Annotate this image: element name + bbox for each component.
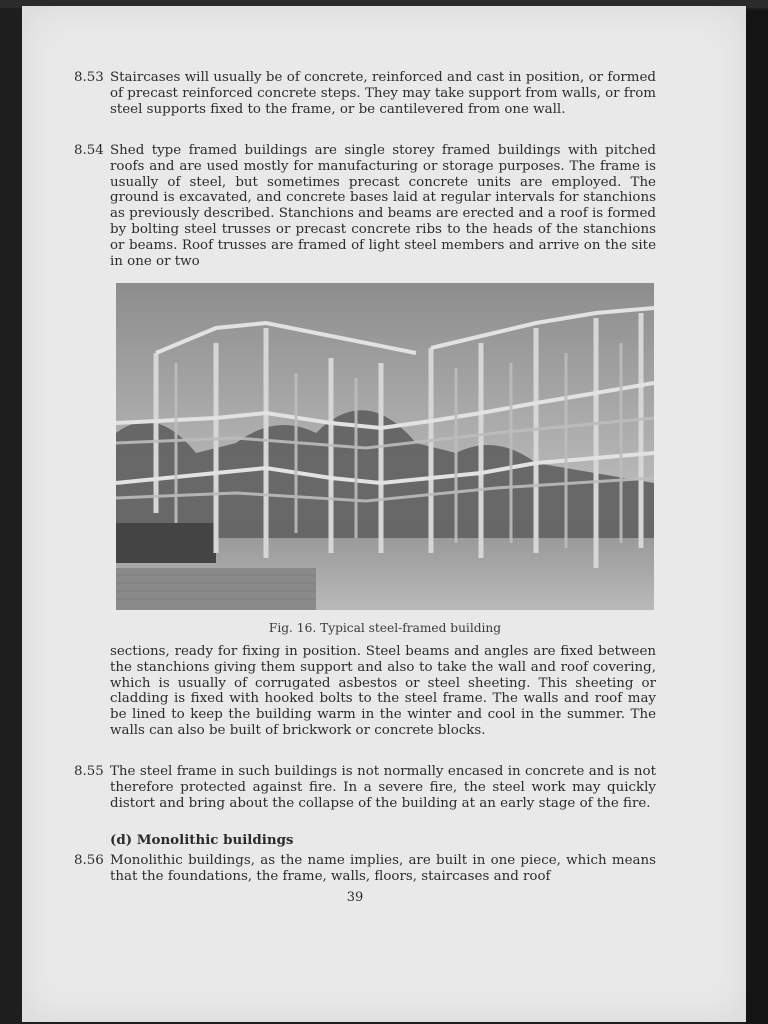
paragraph-8-53 bbox=[74, 70, 656, 117]
paragraph-number: 8.56 bbox=[74, 853, 104, 868]
figure-caption: Fig. 16. Typical steel-framed building bbox=[268, 621, 502, 635]
paragraph-8-56 bbox=[74, 853, 656, 885]
paragraph-continued bbox=[110, 644, 656, 739]
paragraph-text: Monolithic buildings, as the name implies, are built in one piece, which means that the foundations, the frame, walls, floors, staircases and roof bbox=[110, 853, 656, 884]
paragraph-number: 8.53 bbox=[74, 70, 104, 85]
paragraph-text: sections, ready for fixing in position. Steel beams and angles are fixed between the stanchions giving them support and also to take the wall and roof covering, which is usually of corrugated asbestos or steel sheeting. This sheeting or cladding is fixed with hooked bolts to the steel frame. The walls and roof may be lined to keep the building warm in the winter and cool in the summer. The walls can also be built of brickwork or concrete blocks. bbox=[110, 644, 656, 738]
photo-illustration bbox=[116, 283, 654, 610]
scan-right-edge bbox=[746, 10, 768, 1024]
paragraph-8-55 bbox=[74, 764, 656, 811]
paragraph-text: Staircases will usually be of concrete, reinforced and cast in position, or formed of precast reinforced concrete steps. They may take support from walls, or from steel supports fixed to the frame, or be cantilevered from one wall. bbox=[110, 70, 656, 117]
page-number: 39 bbox=[346, 890, 364, 905]
paragraph-number: 8.54 bbox=[74, 143, 104, 158]
paragraph-text: Shed type framed buildings are single storey framed buildings with pitched roofs and are used mostly for manufacturing or storage purposes. The frame is usually of steel, but sometimes precast concrete units are employed. The ground is excavated, and concrete bases laid at regular intervals for stanchions as previously described. Stanchions and beams are erected and a roof is formed by bolting steel trusses or precast concrete ribs to the heads of the stanchions or beams. Roof trusses are framed of light steel members and arrive on the site in one or two bbox=[110, 143, 656, 269]
paragraph-number: 8.55 bbox=[74, 764, 104, 779]
section-heading: (d) Monolithic buildings bbox=[110, 832, 294, 848]
paragraph-8-54 bbox=[74, 143, 656, 269]
paragraph-text: The steel frame in such buildings is not normally encased in concrete and is not therefore protected against fire. In a severe fire, the steel work may quickly distort and bring about the collapse of the building at an early stage of the fire. bbox=[110, 764, 656, 811]
steel-frame-photo bbox=[116, 283, 654, 610]
